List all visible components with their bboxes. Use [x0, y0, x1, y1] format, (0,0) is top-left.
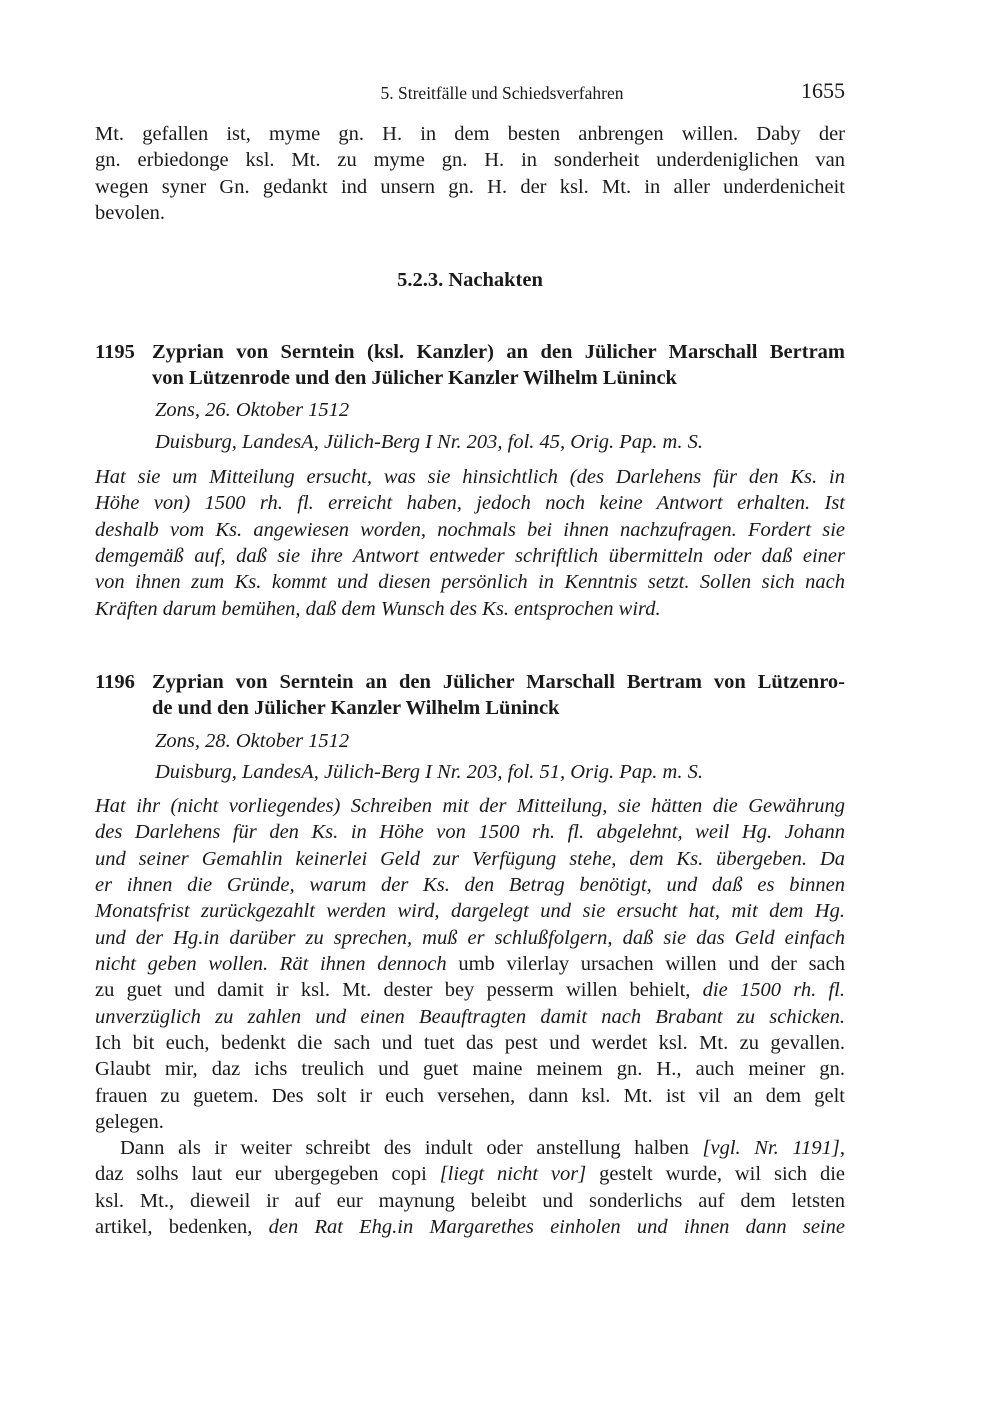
intro-line [95, 174, 845, 200]
entry-abstract-line [95, 569, 845, 595]
entry-body-line [95, 1056, 845, 1082]
italic-text: und seiner Gemahlin keinerlei Geld zur Verfügung stehe, dem Ks. übergeben. Da [95, 847, 845, 870]
text: zu guet und damit ir ksl. Mt. dester bey pesserm willen behielt, [95, 979, 703, 1002]
entry-body-line [95, 925, 845, 951]
entry-body-line [95, 1214, 845, 1240]
entry-body-line [95, 951, 845, 977]
entry-body-line [95, 977, 845, 1003]
text: Dann als ir weiter schreibt des indult oder anstellung halben [120, 1137, 703, 1160]
running-head: 5. Streitfälle und Schiedsverfahren [380, 83, 624, 103]
italic-text: er ihnen die Gründe, warum der Ks. den Betrag benötigt, und daß es binnen [95, 873, 845, 896]
text: , [839, 1137, 846, 1160]
entry-abstract-line [95, 543, 845, 569]
entry-body-line [95, 1030, 845, 1056]
italic-text: unverzüglich zu zahlen und einen Beauftragten damit nach Brabant zu schicken. [95, 1005, 845, 1028]
text: wegen syner Gn. gedankt ind unsern gn. H. der ksl. Mt. in aller underdenicheit [95, 175, 845, 198]
italic-text: Monatsfrist zurückgezahlt werden wird, dargelegt und sie ersucht hat, mit dem Hg. [95, 900, 845, 923]
entry-number: 1195 [95, 341, 135, 363]
text: frauen zu guetem. Des solt ir euch versehen, dann ksl. Mt. ist vil an dem gelt [95, 1084, 845, 1107]
text: Ich bit euch, bedenkt die sach und tuet das pest und werdet ksl. Mt. zu gevallen. [95, 1031, 845, 1054]
text: gn. erbiedonge ksl. Mt. zu myme gn. H. in sonderheit underdeniglichen van [95, 149, 845, 172]
italic-text: von ihnen zum Ks. kommt und diesen persönlich in Kenntnis setzt. Sollen sich nach [95, 571, 845, 594]
entry-body-line [95, 872, 845, 898]
entry-body-line [95, 1083, 845, 1109]
text: gelegen. [95, 1110, 164, 1133]
entry-title-line [152, 669, 845, 695]
italic-text: nicht geben wollen. Rät ihnen dennoch [95, 952, 447, 975]
intro-line [95, 121, 845, 147]
italic-text: und der Hg.in darüber zu sprechen, muß er schlußfolgern, daß sie das Geld einfach [95, 926, 845, 949]
entry-number: 1196 [95, 671, 135, 693]
italic-text: Kräften darum bemühen, daß dem Wunsch des Ks. entsprochen wird. [95, 597, 661, 620]
entry-body-line [95, 1161, 845, 1187]
entry-abstract-line [95, 596, 845, 622]
italic-text: den Rat Ehg.in Margarethes einholen und ihnen dann seine [268, 1216, 845, 1239]
entry-body-line [95, 1135, 845, 1161]
italic-text: Hat ihr (nicht vorliegendes) Schreiben mit der Mitteilung, sie hätten die Gewährung [95, 795, 845, 817]
text: Glaubt mir, daz ichs treulich und guet maine meinem gn. H., auch meiner gn. [95, 1058, 845, 1081]
entry-title-line [152, 339, 845, 365]
intro-line [95, 147, 845, 173]
entry-abstract-line [95, 464, 845, 490]
entry-body-line [95, 846, 845, 872]
text: bevolen. [95, 201, 166, 224]
entry-body-line [95, 793, 845, 819]
entry-body-line [95, 819, 845, 845]
italic-text: Höhe von) 1500 rh. fl. erreicht haben, jedoch noch keine Antwort erhalten. Ist [95, 492, 845, 515]
entry-abstract-line [95, 490, 845, 516]
text: Zyprian von Serntein an den Jülicher Marschall Bertram von Lützenro- [152, 671, 845, 693]
intro-line [95, 200, 845, 226]
entry-title-line [152, 365, 845, 391]
entry-place-date: Zons, 26. Oktober 1512 [155, 399, 350, 421]
entry-place-date: Zons, 28. Oktober 1512 [155, 730, 350, 752]
text: daz solhs laut eur ubergegeben copi [95, 1163, 440, 1186]
italic-text: [vgl. Nr. 1191] [702, 1137, 840, 1160]
entry-title-line [152, 695, 845, 721]
text: Mt. gefallen ist, myme gn. H. in dem besten anbrengen willen. Daby der [95, 123, 845, 145]
section-heading: 5.2.3. Nachakten [397, 269, 543, 291]
entry-source: Duisburg, LandesA, Jülich-Berg I Nr. 203, fol. 45, Orig. Pap. m. S. [155, 431, 703, 453]
italic-text: die 1500 rh. fl. [702, 979, 845, 1002]
italic-text: des Darlehens für den Ks. in Höhe von 1500 rh. fl. abgelehnt, weil Hg. Johann [95, 821, 845, 844]
italic-text: Hat sie um Mitteilung ersucht, was sie hinsichtlich (des Darlehens für den Ks. in [95, 466, 845, 488]
text: ksl. Mt., dieweil ir auf eur maynung beleibt und sonderlichs auf dem letsten [95, 1189, 845, 1212]
entry-body-line [95, 1109, 845, 1135]
entry-body-line [95, 1004, 845, 1030]
text: Zyprian von Serntein (ksl. Kanzler) an den Jülicher Marschall Bertram [152, 341, 845, 363]
entry-source: Duisburg, LandesA, Jülich-Berg I Nr. 203, fol. 51, Orig. Pap. m. S. [155, 761, 703, 783]
entry-body-line [95, 1188, 845, 1214]
entry-abstract-line [95, 517, 845, 543]
text: umb vilerlay ursachen willen und der sach [446, 952, 846, 975]
italic-text: demgemäß auf, daß sie ihre Antwort entweder schriftlich übermitteln oder daß einer [95, 544, 845, 567]
italic-text: deshalb vom Ks. angewiesen worden, nochmals bei ihnen nachzufragen. Fordert sie [95, 518, 845, 541]
page-number: 1655 [801, 78, 845, 103]
italic-text: [liegt nicht vor] [439, 1163, 587, 1186]
text: de und den Jülicher Kanzler Wilhelm Lüninck [152, 697, 560, 719]
entry-body-line [95, 898, 845, 924]
text: von Lützenrode und den Jülicher Kanzler Wilhelm Lüninck [152, 367, 677, 389]
text: gestelt wurde, wil sich die [586, 1163, 845, 1186]
text: artikel, bedenken, [95, 1216, 269, 1239]
